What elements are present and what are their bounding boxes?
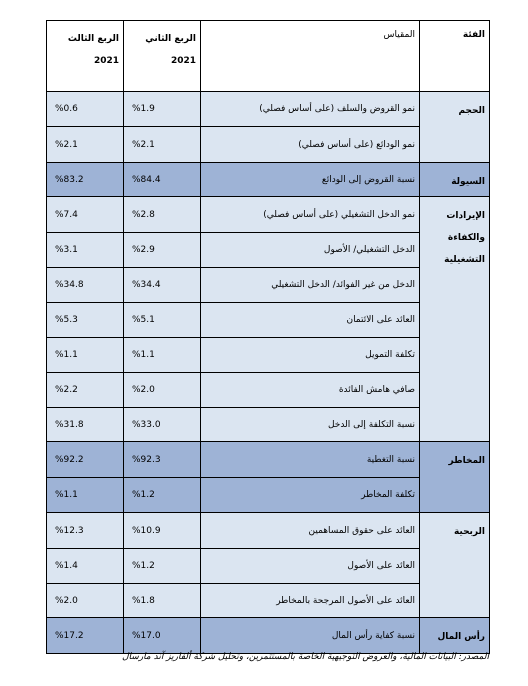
q3-value-cell: %2.2: [47, 373, 124, 408]
category-cell: الحجم: [420, 92, 490, 163]
q2-value-cell: %2.0: [124, 373, 201, 408]
metric-cell: الدخل التشغيلي/ الأصول: [201, 233, 420, 268]
q3-value-cell: %1.4: [47, 549, 124, 584]
table-row: [47, 163, 490, 197]
q3-value-cell: %17.2: [47, 618, 124, 654]
metric-cell: نسبة كفاية رأس المال: [201, 618, 420, 654]
q3-value-cell: %1.1: [47, 338, 124, 373]
q2-value-cell: %1.2: [124, 478, 201, 513]
header-q2-year: 2021: [170, 56, 196, 66]
q3-value-cell: %7.4: [47, 197, 124, 233]
q3-value-cell: %1.1: [47, 478, 124, 513]
q3-value-cell: %0.6: [47, 92, 124, 127]
metric-cell: تكلفة المخاطر: [201, 478, 420, 513]
header-row: [47, 21, 490, 92]
metric-cell: تكلفة التمويل: [201, 338, 420, 373]
q2-value-cell: %2.9: [124, 233, 201, 268]
header-q3-year: 2021: [93, 56, 119, 66]
source-note: المصدر: البيانات المالية، والعروض التوجيهية الخاصة بالمستثمرين، وتحليل شركة ألفاريز آند مارسال: [122, 652, 489, 662]
q3-value-cell: %34.8: [47, 268, 124, 303]
q2-value-cell: %33.0: [124, 408, 201, 442]
metric-cell: صافي هامش الفائدة: [201, 373, 420, 408]
q3-value-cell: %31.8: [47, 408, 124, 442]
header-q3: [47, 21, 124, 92]
q3-value-cell: %92.2: [47, 442, 124, 478]
metric-cell: العائد على الأصول المرجحة بالمخاطر: [201, 584, 420, 618]
q2-value-cell: %10.9: [124, 513, 201, 549]
header-q2: [124, 21, 201, 92]
q2-value-cell: %1.8: [124, 584, 201, 618]
q2-value-cell: %1.9: [124, 92, 201, 127]
table-row: [47, 442, 490, 478]
metric-cell: العائد على حقوق المساهمين: [201, 513, 420, 549]
metric-cell: الدخل من غير الفوائد/ الدخل التشغيلي: [201, 268, 420, 303]
category-cell: المخاطر: [420, 442, 490, 513]
q2-value-cell: %17.0: [124, 618, 201, 654]
metric-cell: العائد على الأصول: [201, 549, 420, 584]
metric-cell: نسبة التغطية: [201, 442, 420, 478]
metric-cell: نسبة القروض إلى الودائع: [201, 163, 420, 197]
header-metric: المقياس: [201, 21, 420, 92]
metric-cell: العائد على الائتمان: [201, 303, 420, 338]
q2-value-cell: %5.1: [124, 303, 201, 338]
metric-cell: نمو الودائع (على أساس فصلي): [201, 127, 420, 163]
category-cell: رأس المال: [420, 618, 490, 654]
q2-value-cell: %2.8: [124, 197, 201, 233]
q2-value-cell: %92.3: [124, 442, 201, 478]
header-q3-label: الربع الثالث: [67, 34, 119, 44]
header-category: الفئة: [420, 21, 490, 92]
metric-cell: نمو الدخل التشغيلي (على أساس فصلي): [201, 197, 420, 233]
q3-value-cell: %3.1: [47, 233, 124, 268]
metric-cell: نسبة التكلفة إلى الدخل: [201, 408, 420, 442]
q2-value-cell: %2.1: [124, 127, 201, 163]
table-row: [47, 92, 490, 127]
q3-value-cell: %83.2: [47, 163, 124, 197]
q2-value-cell: %1.2: [124, 549, 201, 584]
q2-value-cell: %84.4: [124, 163, 201, 197]
category-cell: السيولة: [420, 163, 490, 197]
header-q2-label: الربع الثاني: [145, 34, 196, 44]
q3-value-cell: %5.3: [47, 303, 124, 338]
table-body: [47, 92, 490, 654]
metrics-table: [46, 20, 490, 654]
q3-value-cell: %12.3: [47, 513, 124, 549]
category-cell: الإيرادات والكفاءة التشغيلية: [420, 197, 490, 442]
q3-value-cell: %2.0: [47, 584, 124, 618]
table-row: [47, 197, 490, 233]
table-row: [47, 513, 490, 549]
q3-value-cell: %2.1: [47, 127, 124, 163]
table-row: [47, 618, 490, 654]
category-cell: الربحية: [420, 513, 490, 618]
q2-value-cell: %1.1: [124, 338, 201, 373]
metric-cell: نمو القروض والسلف (على أساس فصلي): [201, 92, 420, 127]
q2-value-cell: %34.4: [124, 268, 201, 303]
